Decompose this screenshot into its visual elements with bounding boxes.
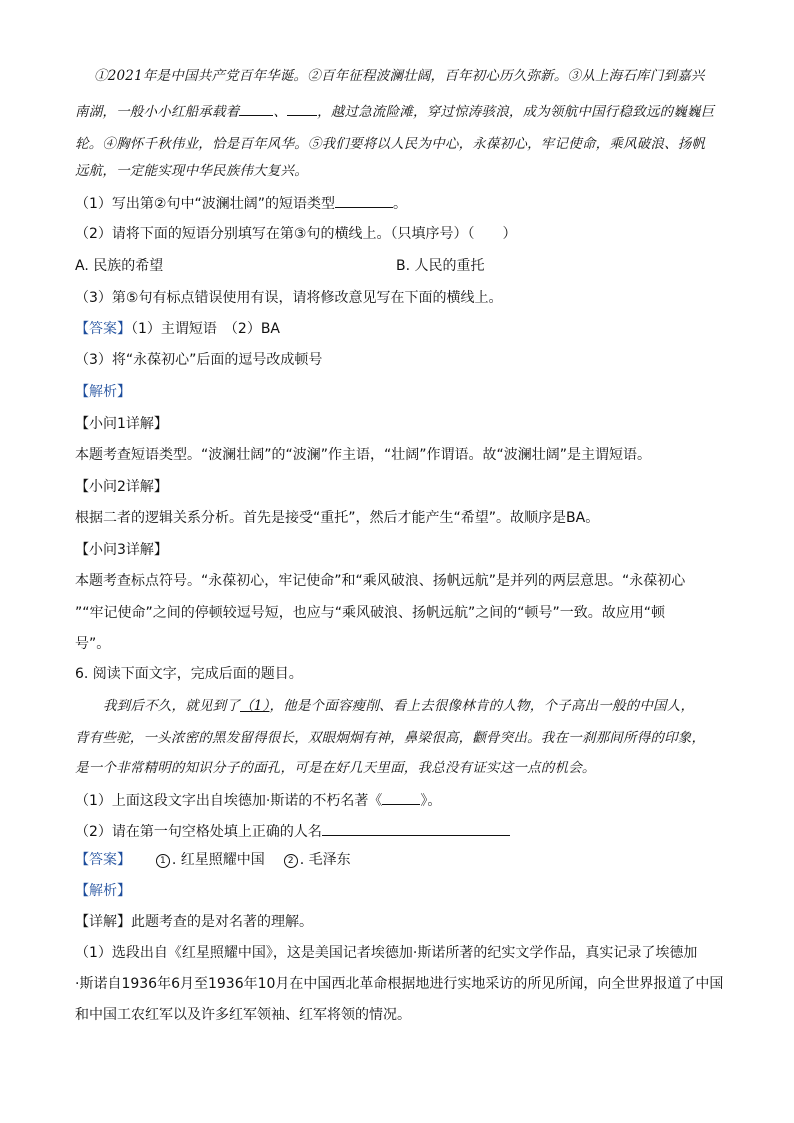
q6-detail-line-3: 和中国工农红军以及许多红军领袖、红军将领的情况。 [75, 1007, 411, 1023]
q6-answer [75, 851, 351, 869]
subquestion-3-detail-line-3: 号”。 [75, 636, 111, 652]
analysis-label: 【解析】 [75, 384, 131, 400]
q6-detail-line-2: ·斯诺自1936年6月至1936年10月在中国西北革命根据地进行实地采访的所见所闻，向全世界报道了中国 [75, 976, 724, 992]
circled-number-1: 1 [156, 854, 170, 868]
answer-text: （1）主谓短语 （2）BA [131, 321, 280, 337]
question-text: （2）请在第一句空格处填上正确的人名 [75, 824, 322, 840]
q5-subquestion-2: （2）请将下面的短语分别填写在第③句的横线上。（只填序号）（ ） [75, 226, 517, 242]
q6-passage-line-3: 是一个非常精明的知识分子的面孔，可是在好几天里面，我总没有证实这一点的机会。 [75, 760, 596, 776]
answer-1: . 红星照耀中国 [171, 852, 265, 868]
answer-blank [322, 821, 510, 836]
q6-subquestion-2 [75, 821, 510, 841]
q5-answer [75, 320, 280, 338]
passage-text: ，越过急流险滩，穿过惊涛骇浪，成为领航中国行稳致远的巍巍巨 [317, 104, 715, 120]
blank-separator: 、 [273, 104, 288, 120]
q5-passage-line-3: 轮。④胸怀千秋伟业，恰是百年风华。⑤我们要将以人民为中心，永葆初心，牢记使命，乘风破浪、扬帆 [75, 136, 706, 152]
q6-passage-line-1 [103, 697, 694, 715]
q5-subquestion-3: （3）第⑤句有标点错误使用有误，请将修改意见写在下面的横线上。 [75, 290, 503, 306]
answer-blank [382, 790, 420, 805]
fill-blank [287, 101, 317, 116]
option-a: A. 民族的希望 [75, 258, 164, 274]
subquestion-2-detail-label: 【小问2详解】 [75, 479, 168, 495]
subquestion-3-detail-line-1: 本题考查标点符号。“永葆初心，牢记使命”和“乘风破浪、扬帆远航”是并列的两层意思。“永葆初心 [75, 573, 686, 589]
option-b: B. 人民的重托 [396, 258, 485, 274]
circled-number-2: 2 [284, 854, 298, 868]
question-text: （1）上面这段文字出自埃德加·斯诺的不朽名著《 [75, 793, 383, 809]
answer-2: . 毛泽东 [299, 852, 351, 868]
q6-stem: 6. 阅读下面文字，完成后面的题目。 [75, 666, 303, 682]
passage-text: 我到后不久，就见到了 [103, 698, 240, 714]
question-end: 。 [392, 196, 407, 212]
q6-passage-line-2: 背有些驼，一头浓密的黑发留得很长，双眼炯炯有神，鼻梁很高，颧骨突出。我在一刹那间所得的印象， [75, 730, 706, 746]
subquestion-3-detail-line-2: ”“牢记使命”之间的停顿较逗号短，也应与“乘风破浪、扬帆远航”之间的“顿号”一致。故应用“顿 [75, 605, 666, 621]
q5-passage-line-1: ①2021年是中国共产党百年华诞。②百年征程波澜壮阔，百年初心历久弥新。③从上海石库门到嘉兴 [94, 68, 705, 84]
subquestion-1-detail: 本题考查短语类型。“波澜壮阔”的“波澜”作主语，“壮阔”作谓语。故“波澜壮阔”是主谓短语。 [75, 447, 652, 463]
q5-answer-line-2: （3）将“永葆初心”后面的逗号改成顿号 [75, 352, 323, 368]
q5-passage-line-4: 远航，一定能实现中华民族伟大复兴。 [75, 163, 308, 179]
answer-label: 【答案】 [75, 321, 131, 337]
name-blank: （1） [240, 698, 270, 714]
answer-blank [335, 193, 393, 208]
fill-blank [239, 101, 273, 116]
analysis-label: 【解析】 [75, 883, 131, 899]
passage-text: ，他是个面容瘦削、看上去很像林肯的人物，个子高出一般的中国人， [269, 698, 695, 714]
passage-text: 南湖，一般小小红船承载着 [75, 104, 240, 120]
subquestion-3-detail-label: 【小问3详解】 [75, 542, 168, 558]
q5-subquestion-1 [75, 193, 407, 213]
q5-passage-line-2 [75, 101, 714, 121]
detail-line: 【详解】此题考查的是对名著的理解。 [75, 914, 313, 930]
subquestion-1-detail-label: 【小问1详解】 [75, 416, 168, 432]
question-text: （1）写出第②句中“波澜壮阔”的短语类型 [75, 196, 335, 212]
subquestion-2-detail: 根据二者的逻辑关系分析。首先是接受“重托”，然后才能产生“希望”。故顺序是BA。 [75, 510, 600, 526]
q6-detail-line-1: （1）选段出自《红星照耀中国》，这是美国记者埃德加·斯诺所著的纪实文学作品，真实记录了埃德加 [75, 945, 698, 961]
q6-subquestion-1 [75, 790, 441, 810]
question-end: 》。 [420, 793, 442, 809]
answer-label: 【答案】 [75, 852, 131, 868]
